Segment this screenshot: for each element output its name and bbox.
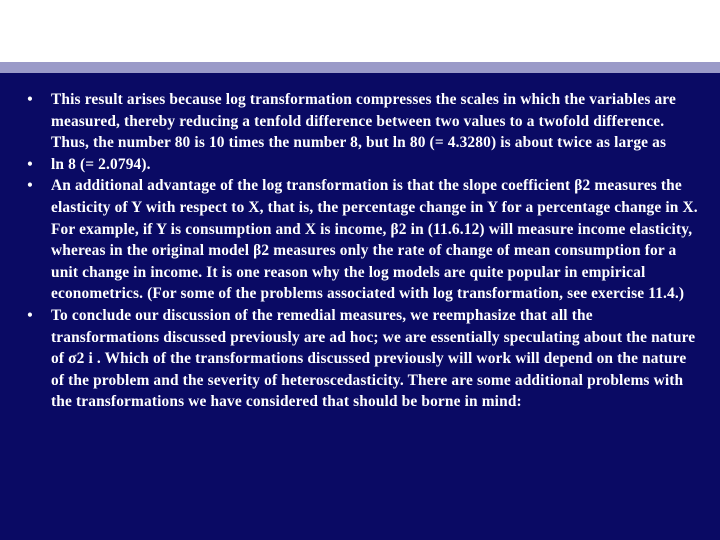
bullet-icon: •	[27, 91, 33, 108]
bullet-text: An additional advantage of the log transformation is that the slope coefficient β2 measures the elasticity of Y with respect to X, that is, the percentage change in Y for a percentage change in X. For example, if Y is consumption and X is income, β2 in (11.6.12) will measure income elasticity, whereas in the original model β2 measures only the rate of change of mean consumption for a unit change in income. It is one reason why the log models are quite popular in empirical econometrics. (For some of the problems associated with log transformation, see exercise 11.4.)	[51, 177, 698, 303]
bullet-icon: •	[27, 177, 33, 195]
bullet-item	[23, 154, 701, 176]
bullet-text: This result arises because log transformation compresses the scales in which the variables are measured, thereby reducing a tenfold difference between two values to a twofold difference. Thus, the number 80 is 10 times the number 8, but ln 80 (= 4.3280) is about twice as large as	[51, 91, 676, 152]
slide-content	[0, 73, 720, 540]
bullet-item	[23, 175, 701, 305]
bullet-text: To conclude our discussion of the remedial measures, we reemphasize that all the transformations discussed previously are ad hoc; we are essentially speculating about the nature of σ2 i . Which of the transformations discussed previously will work will depend on the nature of the problem and the severity of heteroscedasticity. There are some additional problems with the transformations we have considered that should be borne in mind:	[51, 306, 696, 411]
slide-header-area	[0, 0, 720, 62]
bullet-icon: •	[27, 155, 33, 173]
bullet-list	[23, 89, 701, 413]
bullet-item	[23, 89, 701, 154]
bullet-icon: •	[27, 306, 33, 324]
title-divider	[0, 62, 720, 73]
bullet-text: ln 8 (= 2.0794).	[51, 155, 151, 173]
bullet-item	[23, 305, 701, 413]
